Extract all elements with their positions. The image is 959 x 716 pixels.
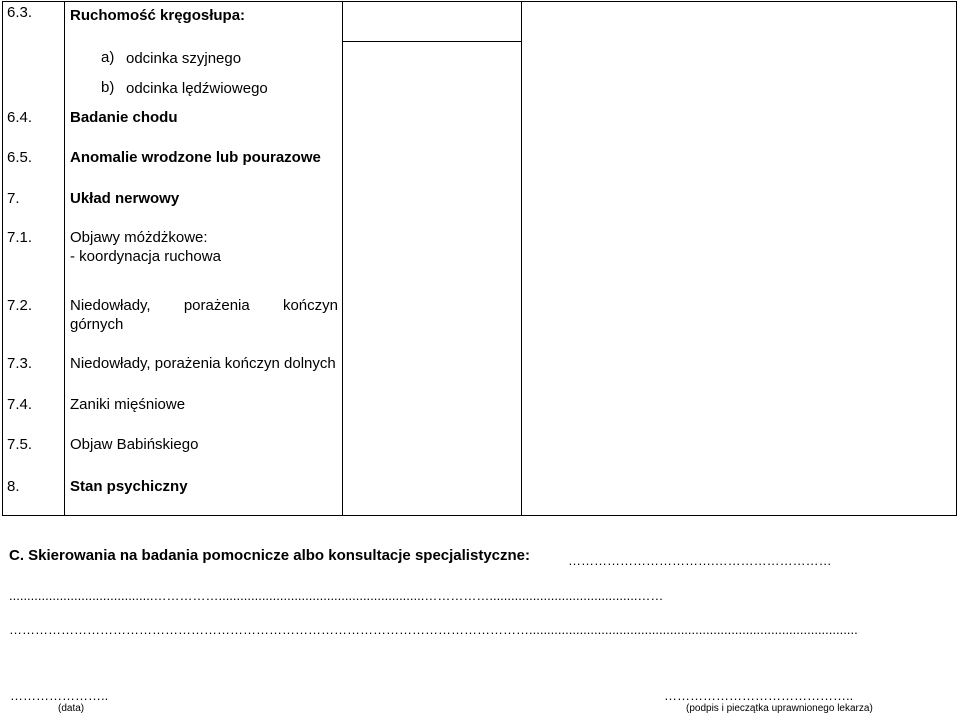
signature-label: (podpis i pieczątka uprawnionego lekarza) [686, 703, 873, 714]
row-label-word: kończyn [282, 297, 338, 314]
row-label: Układ nerwowy [70, 190, 180, 207]
referral-dots-line: ........................................…………….........................................................…………….........................................…… [9, 588, 664, 603]
table-bottom-border [2, 515, 957, 516]
row-label [70, 297, 338, 315]
table-left-border [2, 1, 3, 516]
row-label: Ruchomość kręgosłupa: [70, 7, 246, 24]
date-dots: ………………….. [10, 688, 109, 703]
label-column-divider [342, 1, 343, 516]
date-label: (data) [58, 703, 85, 714]
middle-column-divider [521, 1, 522, 516]
signature-dots: …………………………………….. [664, 688, 854, 703]
row-label-continued: górnych [70, 316, 124, 333]
subitem-marker: a) [101, 49, 115, 66]
table-top-border [2, 1, 957, 2]
num-column-divider [64, 1, 65, 516]
subitem-label: odcinka szyjnego [126, 50, 242, 67]
row-label-word: porażenia [183, 297, 250, 314]
middle-cell-divider [342, 41, 521, 42]
table-right-border [956, 1, 957, 516]
referral-dots-line: …………………………………………………………………………………………………………........................................................................................... [9, 622, 858, 637]
row-label-continued: - koordynacja ruchowa [70, 248, 221, 265]
row-label: Badanie chodu [70, 109, 178, 126]
row-number: 8. [7, 478, 20, 495]
row-label-word: Niedowłady, [70, 297, 151, 314]
section-c-heading: C. Skierowania na badania pomocnicze albo konsultacje specjalistyczne: [9, 547, 531, 564]
subitem-label: odcinka lędźwiowego [126, 80, 268, 97]
row-label: Anomalie wrodzone lub pourazowe [70, 149, 321, 166]
row-number: 6.3. [7, 4, 33, 21]
row-number: 7. [7, 190, 20, 207]
row-label: Zaniki mięśniowe [70, 396, 186, 413]
row-number: 7.5. [7, 436, 33, 453]
row-label: Stan psychiczny [70, 478, 188, 495]
row-number: 7.3. [7, 355, 33, 372]
row-number: 7.2. [7, 297, 33, 314]
subitem-marker: b) [101, 79, 115, 96]
referral-dots-line: …………………………….……………………… [568, 553, 832, 568]
row-number: 6.4. [7, 109, 33, 126]
row-label: Niedowłady, porażenia kończyn dolnych [70, 355, 336, 372]
row-label: Objawy móżdżkowe: [70, 229, 208, 246]
row-number: 7.1. [7, 229, 33, 246]
row-number: 7.4. [7, 396, 33, 413]
row-number: 6.5. [7, 149, 33, 166]
row-label: Objaw Babińskiego [70, 436, 199, 453]
